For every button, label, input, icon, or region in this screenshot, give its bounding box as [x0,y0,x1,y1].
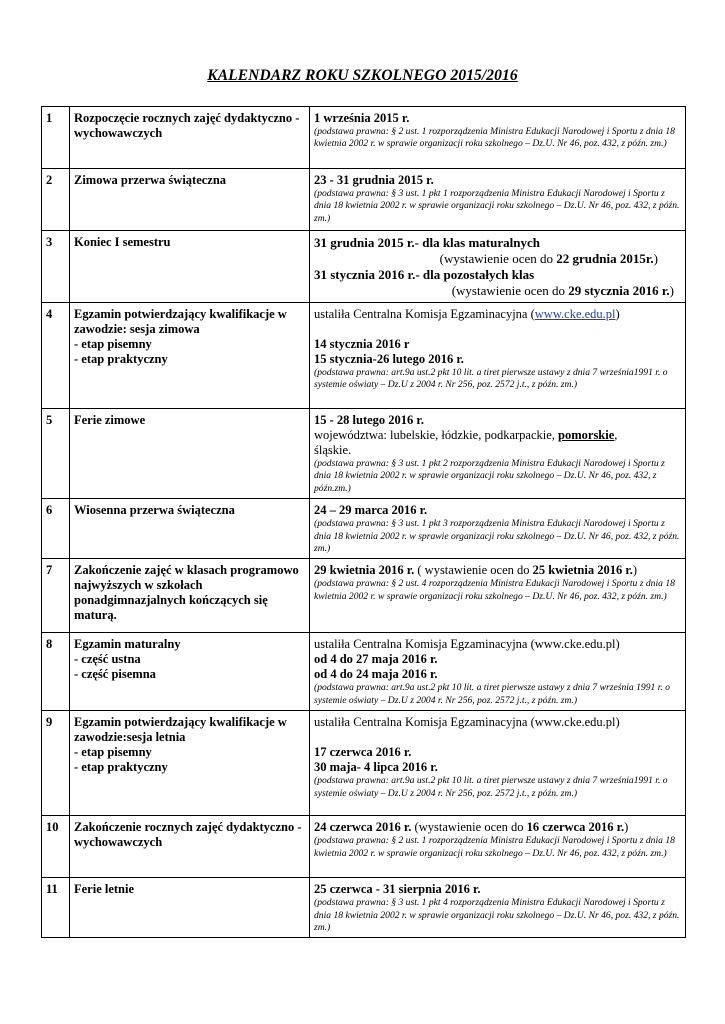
event-date: 24 czerwca 2016 r. [314,820,412,835]
grading-prefix: (wystawienie ocen do [411,820,527,835]
regions-highlight: pomorskie [558,428,615,442]
event-details [310,169,686,231]
table-row [42,633,686,711]
event-stage-written: - część pisemna [74,667,156,682]
table-row [42,559,686,633]
grading-deadline-graduating [314,251,682,267]
organizer-prefix: ustaliła Centralna Komisja Egzaminacyjna ( [314,307,535,321]
event-date-practical: 15 stycznia-26 lutego 2016 r. [314,352,464,366]
legal-basis: (podstawa prawna: § 2 ust. 1 rozporządzenia Ministra Edukacji Narodowej i Sportu z dnia 18 kwietnia 2002 r. w sprawie organizacji roku szkolnego – Dz.U. Nr 46, poz. 432, z późn. zm.) [314,835,675,859]
event-name-line: Egzamin potwierdzający kwalifikacje w zawodzie: sesja zimowa [74,307,287,336]
organizer-text: ustaliła Centralna Komisja Egzaminacyjna (www.cke.edu.pl) [314,715,620,730]
event-stage-written: - etap pisemny [74,337,152,351]
table-row [42,169,686,231]
grading-date: 29 stycznia 2016 r. [568,283,670,298]
row-number: 1 [42,107,70,169]
event-name-line: Egzamin maturalny [74,637,181,652]
table-row [42,231,686,303]
event-details [310,303,686,409]
organizer-suffix: ) [615,307,620,321]
event-details [310,816,686,878]
page-title: KALENDARZ ROKU SZKOLNEGO 2015/2016 [207,67,518,84]
event-date: 1 września 2015 r. [314,111,410,125]
grading-suffix: ) [632,563,638,578]
event-name: Zakończenie zajęć w klasach programowo najwyższych w szkołach ponadgimnazjalnych kończących się maturą. [70,559,310,633]
event-stage-oral: - część ustna [74,652,141,667]
table-row [42,878,686,938]
event-details [310,499,686,559]
event-name: Ferie zimowe [70,409,310,499]
legal-basis: (podstawa prawna: § 3 ust. 1 pkt 1 rozporządzenia Ministra Edukacji Narodowej i Sportu z dnia 18 kwietnia 2002 r. w sprawie organizacji roku szkolnego – Dz.U. Nr 46, poz. 432, z późn. zm.) [314,188,680,224]
grading-deadline-others [314,283,682,299]
legal-basis: (podstawa prawna: § 3 ust. 1 pkt 3 rozporządzenia Ministra Edukacji Narodowej i Sportu z dnia 18 kwietnia 2002 r. w sprawie organizacji roku szkolnego – Dz.U. Nr 46, poz. 432, z późn. zm.) [314,518,680,555]
spacer [314,322,682,337]
legal-basis: (podstawa prawna: § 3 ust. 1 pkt 4 rozporządzenia Ministra Edukacji Narodowej i Sportu z dnia 18 kwietnia 2002 r. w sprawie organizacji roku szkolnego – Dz.U. Nr 46, poz. 432, z późn. zm.) [314,897,680,934]
row-number: 10 [42,816,70,878]
table-row [42,303,686,409]
grading-date: 25 kwietnia 2016 r. [532,563,633,578]
legal-basis: (podstawa prawna: art.9a ust.2 pkt 10 lit. a tiret pierwsze ustawy z dnia 7 września1991 r. o systemie oświaty – Dz.U z 2004 r. Nr 256, poz. 2572 j.t., z późn. zm.) [314,367,668,391]
row-number: 6 [42,499,70,559]
event-name: Wiosenna przerwa świąteczna [70,499,310,559]
cke-link[interactable]: www.cke.edu.pl [534,307,616,321]
event-stage-written: - etap pisemny [74,745,152,760]
event-date: 25 czerwca - 31 sierpnia 2016 r. [314,882,481,897]
row-number: 5 [42,409,70,499]
event-name: Zimowa przerwa świąteczna [70,169,310,231]
organizer-text [314,307,682,322]
row-number: 8 [42,633,70,711]
event-details [310,878,686,938]
event-date-practical: 30 maja- 4 lipca 2016 r. [314,760,438,775]
grading-date: 16 czerwca 2016 r. [526,820,625,835]
event-date-written: od 4 do 24 maja 2016 r. [314,667,438,682]
event-details [310,409,686,499]
table-row [42,499,686,559]
event-name: Rozpoczęcie rocznych zajęć dydaktyczno - wychowawczych [70,107,310,169]
event-details [310,711,686,816]
row-number: 11 [42,878,70,938]
event-name: Ferie letnie [70,878,310,938]
event-date: 29 kwietnia 2016 r. [314,563,415,578]
row-number: 7 [42,559,70,633]
table-row [42,107,686,169]
event-date-written: 17 czerwca 2016 r. [314,745,412,760]
legal-basis: (podstawa prawna: art.9a ust.2 pkt 10 lit. a tiret pierwsze ustawy z dnia 7 września 1991 r. o systemie oświaty – Dz.U z 2004 r. Nr 256, poz. 2572 j.t., z późn. zm.) [314,682,670,706]
grading-suffix: ) [624,820,629,835]
semester-end-graduating: 31 grudnia 2015 r.- dla klas maturalnych [314,235,540,250]
event-stage-practical: - etap praktyczny [74,352,168,366]
event-name [70,633,310,711]
grading-suffix: ) [653,251,658,266]
event-name-line: Egzamin potwierdzający kwalifikacje w zawodzie:sesja letnia [74,715,287,745]
event-name [70,711,310,816]
event-details [310,633,686,711]
grading-prefix: (wystawienie ocen do [439,251,557,266]
grading-prefix: (wystawienie ocen do [451,283,569,298]
legal-basis: (podstawa prawna: § 2 ust. 4 rozporządzenia Ministra Edukacji Narodowej i Sportu z dnia 18 kwietnia 2002 r. w sprawie organizacji roku szkolnego – Dz.U. Nr 46, poz. 432, z późn. zm.) [314,578,675,602]
event-date-written: 14 stycznia 2016 r [314,337,410,351]
event-name: Zakończenie rocznych zajęć dydaktyczno - wychowawczych [70,816,310,878]
regions-suffix: , [614,428,618,442]
calendar-table [41,106,686,938]
legal-basis: (podstawa prawna: art.9a ust.2 pkt 10 lit. a tiret pierwsze ustawy z dnia 7 września1991 r. o systemie oświaty – Dz.U z 2004 r. Nr 256, poz. 2572 j.t., z późn. zm.) [314,775,668,799]
regions-text-2: śląskie. [314,443,352,457]
legal-basis: (podstawa prawna: § 2 ust. 1 rozporządzenia Ministra Edukacji Narodowej i Sportu z dnia 18 kwietnia 2002 r. w sprawie organizacji roku szkolnego – Dz.U. Nr 46, poz. 432, z późn. zm.) [314,126,675,150]
grading-date: 22 grudnia 2015r. [556,251,654,266]
row-number: 3 [42,231,70,303]
regions-prefix: województwa: lubelskie, łódzkie, podkarpackie, [314,428,559,442]
event-stage-practical: - etap praktyczny [74,760,168,775]
event-date-line [314,563,682,578]
event-date-line [314,820,682,835]
table-row [42,409,686,499]
event-details [310,559,686,633]
regions-text [314,428,682,443]
row-number: 4 [42,303,70,409]
semester-end-others: 31 stycznia 2016 r.- dla pozostałych klas [314,267,535,282]
event-name: Koniec I semestru [70,231,310,303]
row-number: 2 [42,169,70,231]
grading-suffix: ) [669,283,674,298]
organizer-text: ustaliła Centralna Komisja Egzaminacyjna (www.cke.edu.pl) [314,637,620,652]
grading-prefix: ( wystawienie ocen do [414,563,533,578]
event-details [310,231,686,303]
spacer [314,730,682,745]
event-date: 23 - 31 grudnia 2015 r. [314,173,434,187]
event-date-oral: od 4 do 27 maja 2016 r. [314,652,438,667]
event-date: 15 - 28 lutego 2016 r. [314,413,424,427]
event-date: 24 – 29 marca 2016 r. [314,503,428,518]
legal-basis: (podstawa prawna: § 3 ust. 1 pkt 2 rozporządzenia Ministra Edukacji Narodowej i Sportu z dnia 18 kwietnia 2002 r. w sprawie organizacji roku szkolnego – Dz.U. Nr 46, poz. 432, z późn.zm.) [314,458,665,494]
event-details [310,107,686,169]
table-row [42,816,686,878]
event-name [70,303,310,409]
row-number: 9 [42,711,70,816]
table-row [42,711,686,816]
